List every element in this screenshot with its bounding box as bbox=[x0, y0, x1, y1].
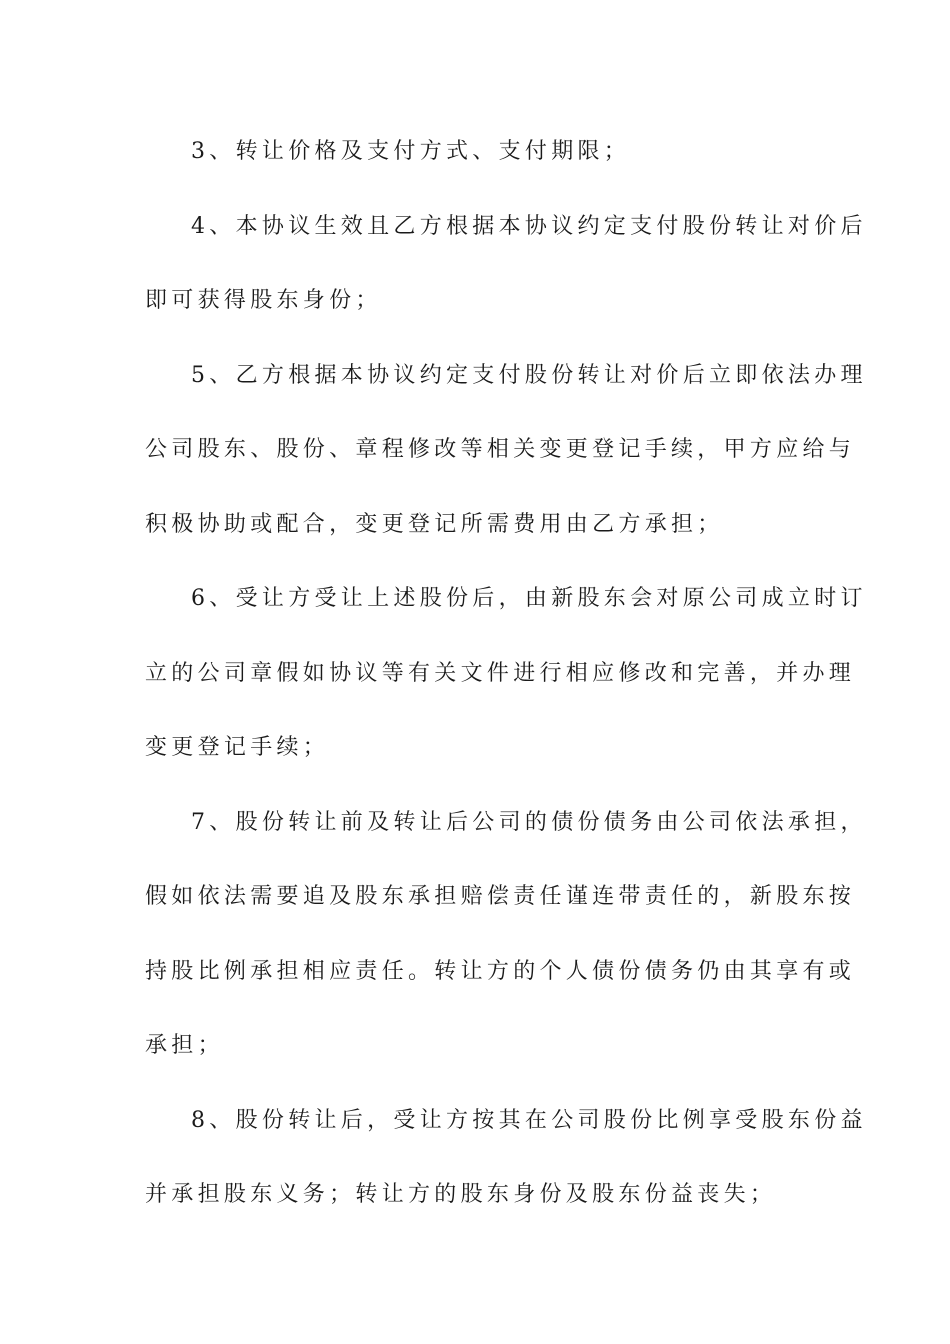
paragraph-line: 承担； bbox=[145, 1033, 224, 1058]
paragraph-line-item-6: 6、受让方受让上述股份后，由新股东会对原公司成立时订 bbox=[191, 586, 867, 611]
paragraph-line: 假如依法需要追及股东承担赔偿责任谨连带责任的，新股东按 bbox=[145, 884, 856, 909]
paragraph-line: 即可获得股东身份； bbox=[145, 288, 382, 313]
paragraph-line: 立的公司章假如协议等有关文件进行相应修改和完善，并办理 bbox=[145, 661, 856, 686]
paragraph-line: 持股比例承担相应责任。转让方的个人债份债务仍由其享有或 bbox=[145, 959, 856, 984]
paragraph-line: 积极协助或配合，变更登记所需费用由乙方承担； bbox=[145, 512, 724, 537]
paragraph-line-item-7: 7、股份转让前及转让后公司的债份债务由公司依法承担， bbox=[191, 810, 867, 835]
paragraph-line-item-8: 8、股份转让后，受让方按其在公司股份比例享受股东份益 bbox=[191, 1108, 867, 1133]
paragraph-line-item-4: 4、本协议生效且乙方根据本协议约定支付股份转让对价后 bbox=[191, 214, 867, 239]
paragraph-line: 变更登记手续； bbox=[145, 735, 330, 760]
paragraph-line: 公司股东、股份、章程修改等相关变更登记手续，甲方应给与 bbox=[145, 437, 856, 462]
paragraph-line-item-3: 3、转让价格及支付方式、支付期限； bbox=[191, 139, 631, 164]
paragraph-line: 并承担股东义务；转让方的股东身份及股东份益丧失； bbox=[145, 1182, 777, 1207]
paragraph-line-item-5: 5、乙方根据本协议约定支付股份转让对价后立即依法办理 bbox=[191, 363, 867, 388]
